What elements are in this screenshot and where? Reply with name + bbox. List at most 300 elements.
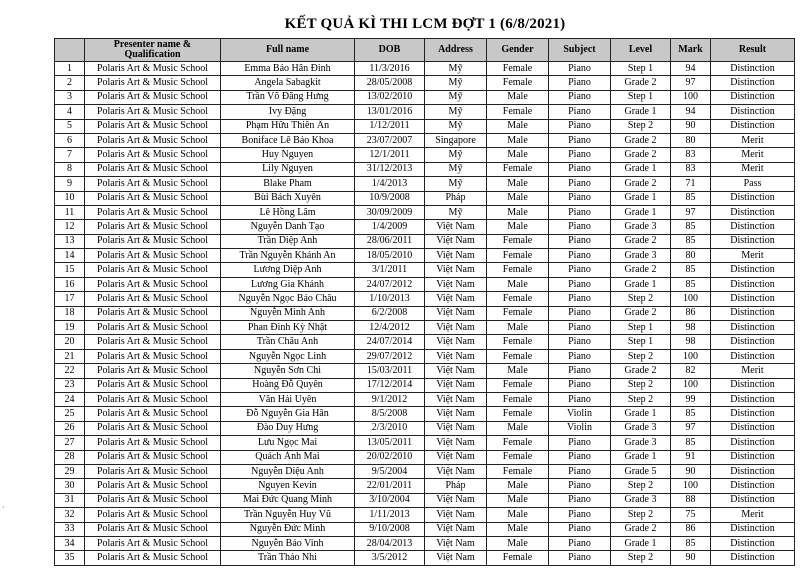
cell-gender: Female bbox=[487, 292, 549, 306]
cell-gender: Female bbox=[487, 349, 549, 363]
cell-address: Việt Nam bbox=[425, 321, 487, 335]
cell-index: 11 bbox=[55, 205, 85, 219]
cell-subject: Piano bbox=[549, 90, 611, 104]
cell-full-name: Đào Duy Hưng bbox=[221, 421, 355, 435]
table-row bbox=[55, 263, 795, 277]
cell-address: Việt Nam bbox=[425, 364, 487, 378]
cell-index: 29 bbox=[55, 464, 85, 478]
cell-address: Việt Nam bbox=[425, 392, 487, 406]
cell-presenter: Polaris Art & Music School bbox=[85, 522, 221, 536]
cell-full-name: Nguyễn Sơn Chi bbox=[221, 364, 355, 378]
cell-mark: 82 bbox=[671, 364, 711, 378]
cell-index: 9 bbox=[55, 177, 85, 191]
cell-subject: Piano bbox=[549, 551, 611, 565]
cell-subject: Piano bbox=[549, 292, 611, 306]
cell-mark: 85 bbox=[671, 407, 711, 421]
cell-mark: 100 bbox=[671, 479, 711, 493]
cell-full-name: Trần Võ Đăng Hưng bbox=[221, 90, 355, 104]
cell-presenter: Polaris Art & Music School bbox=[85, 450, 221, 464]
cell-full-name: Nguyễn Danh Tạo bbox=[221, 220, 355, 234]
cell-gender: Female bbox=[487, 407, 549, 421]
cell-result: Distinction bbox=[711, 105, 795, 119]
cell-gender: Male bbox=[487, 321, 549, 335]
cell-index: 24 bbox=[55, 392, 85, 406]
results-table bbox=[54, 38, 795, 566]
cell-result: Distinction bbox=[711, 392, 795, 406]
cell-subject: Piano bbox=[549, 205, 611, 219]
table-row bbox=[55, 378, 795, 392]
cell-gender: Male bbox=[487, 177, 549, 191]
cell-full-name: Nguyễn Đức Minh bbox=[221, 522, 355, 536]
cell-mark: 85 bbox=[671, 436, 711, 450]
cell-dob: 1/12/2011 bbox=[355, 119, 425, 133]
cell-result: Merit bbox=[711, 148, 795, 162]
cell-subject: Piano bbox=[549, 234, 611, 248]
cell-level: Grade 2 bbox=[611, 306, 671, 320]
cell-subject: Piano bbox=[549, 522, 611, 536]
col-header-dob: DOB bbox=[355, 39, 425, 62]
table-row bbox=[55, 249, 795, 263]
table-row bbox=[55, 292, 795, 306]
cell-presenter: Polaris Art & Music School bbox=[85, 436, 221, 450]
cell-full-name: Lương Diệp Anh bbox=[221, 263, 355, 277]
cell-result: Distinction bbox=[711, 119, 795, 133]
cell-full-name: Boniface Lê Bảo Khoa bbox=[221, 133, 355, 147]
cell-index: 27 bbox=[55, 436, 85, 450]
cell-dob: 1/4/2013 bbox=[355, 177, 425, 191]
cell-result: Distinction bbox=[711, 522, 795, 536]
cell-mark: 97 bbox=[671, 205, 711, 219]
table-row bbox=[55, 105, 795, 119]
cell-mark: 90 bbox=[671, 464, 711, 478]
table-row bbox=[55, 392, 795, 406]
cell-level: Grade 1 bbox=[611, 536, 671, 550]
cell-level: Step 2 bbox=[611, 349, 671, 363]
cell-dob: 10/9/2008 bbox=[355, 191, 425, 205]
table-row bbox=[55, 62, 795, 76]
cell-result: Merit bbox=[711, 364, 795, 378]
cell-address: Mỹ bbox=[425, 148, 487, 162]
cell-address: Việt Nam bbox=[425, 450, 487, 464]
table-row bbox=[55, 277, 795, 291]
cell-subject: Piano bbox=[549, 450, 611, 464]
cell-presenter: Polaris Art & Music School bbox=[85, 249, 221, 263]
cell-result: Distinction bbox=[711, 450, 795, 464]
cell-presenter: Polaris Art & Music School bbox=[85, 479, 221, 493]
cell-full-name: Mai Đức Quang Minh bbox=[221, 493, 355, 507]
cell-level: Step 1 bbox=[611, 321, 671, 335]
cell-gender: Male bbox=[487, 205, 549, 219]
cell-gender: Female bbox=[487, 335, 549, 349]
cell-level: Grade 2 bbox=[611, 364, 671, 378]
cell-index: 3 bbox=[55, 90, 85, 104]
cell-presenter: Polaris Art & Music School bbox=[85, 364, 221, 378]
cell-result: Distinction bbox=[711, 464, 795, 478]
cell-dob: 1/4/2009 bbox=[355, 220, 425, 234]
cell-full-name: Ivy Đặng bbox=[221, 105, 355, 119]
cell-subject: Piano bbox=[549, 220, 611, 234]
cell-level: Grade 1 bbox=[611, 105, 671, 119]
cell-dob: 12/1/2011 bbox=[355, 148, 425, 162]
cell-full-name: Bùi Bách Xuyên bbox=[221, 191, 355, 205]
table-body bbox=[55, 62, 795, 566]
cell-result: Merit bbox=[711, 508, 795, 522]
cell-level: Step 2 bbox=[611, 292, 671, 306]
cell-subject: Piano bbox=[549, 249, 611, 263]
cell-address: Việt Nam bbox=[425, 407, 487, 421]
cell-result: Distinction bbox=[711, 335, 795, 349]
table-row bbox=[55, 335, 795, 349]
stray-dot: · bbox=[2, 503, 5, 512]
cell-subject: Piano bbox=[549, 349, 611, 363]
cell-dob: 1/11/2013 bbox=[355, 508, 425, 522]
cell-full-name: Nguyễn Diệu Anh bbox=[221, 464, 355, 478]
cell-index: 5 bbox=[55, 119, 85, 133]
cell-full-name: Emma Bảo Hân Đinh bbox=[221, 62, 355, 76]
cell-address: Việt Nam bbox=[425, 522, 487, 536]
cell-presenter: Polaris Art & Music School bbox=[85, 378, 221, 392]
cell-level: Grade 3 bbox=[611, 493, 671, 507]
cell-result: Merit bbox=[711, 249, 795, 263]
cell-result: Pass bbox=[711, 177, 795, 191]
cell-index: 18 bbox=[55, 306, 85, 320]
cell-full-name: Văn Hải Uyên bbox=[221, 392, 355, 406]
cell-mark: 100 bbox=[671, 378, 711, 392]
cell-full-name: Nguyễn Bảo Vinh bbox=[221, 536, 355, 550]
cell-mark: 99 bbox=[671, 392, 711, 406]
cell-result: Distinction bbox=[711, 277, 795, 291]
cell-subject: Piano bbox=[549, 436, 611, 450]
table-row bbox=[55, 364, 795, 378]
table-row bbox=[55, 119, 795, 133]
cell-gender: Male bbox=[487, 508, 549, 522]
cell-index: 32 bbox=[55, 508, 85, 522]
cell-subject: Piano bbox=[549, 62, 611, 76]
cell-full-name: Nguyễn Minh Anh bbox=[221, 306, 355, 320]
cell-full-name: Angela Sabagkit bbox=[221, 76, 355, 90]
cell-full-name: Trần Nguyễn Khánh An bbox=[221, 249, 355, 263]
cell-gender: Male bbox=[487, 191, 549, 205]
cell-address: Pháp bbox=[425, 191, 487, 205]
cell-result: Distinction bbox=[711, 407, 795, 421]
cell-dob: 9/5/2004 bbox=[355, 464, 425, 478]
cell-result: Distinction bbox=[711, 220, 795, 234]
cell-presenter: Polaris Art & Music School bbox=[85, 90, 221, 104]
cell-address: Singapore bbox=[425, 133, 487, 147]
cell-address: Việt Nam bbox=[425, 306, 487, 320]
cell-level: Grade 3 bbox=[611, 436, 671, 450]
cell-index: 33 bbox=[55, 522, 85, 536]
cell-presenter: Polaris Art & Music School bbox=[85, 493, 221, 507]
col-header-full-name: Full name bbox=[221, 39, 355, 62]
cell-mark: 83 bbox=[671, 162, 711, 176]
cell-subject: Piano bbox=[549, 277, 611, 291]
cell-index: 35 bbox=[55, 551, 85, 565]
cell-level: Grade 5 bbox=[611, 464, 671, 478]
cell-result: Distinction bbox=[711, 90, 795, 104]
cell-dob: 3/5/2012 bbox=[355, 551, 425, 565]
cell-index: 22 bbox=[55, 364, 85, 378]
cell-index: 10 bbox=[55, 191, 85, 205]
table-row bbox=[55, 220, 795, 234]
cell-subject: Piano bbox=[549, 162, 611, 176]
cell-dob: 23/07/2007 bbox=[355, 133, 425, 147]
cell-dob: 28/05/2008 bbox=[355, 76, 425, 90]
cell-result: Distinction bbox=[711, 205, 795, 219]
cell-dob: 9/1/2012 bbox=[355, 392, 425, 406]
cell-presenter: Polaris Art & Music School bbox=[85, 76, 221, 90]
table-row bbox=[55, 536, 795, 550]
cell-result: Distinction bbox=[711, 536, 795, 550]
cell-subject: Piano bbox=[549, 133, 611, 147]
cell-index: 25 bbox=[55, 407, 85, 421]
table-row bbox=[55, 551, 795, 565]
cell-dob: 11/3/2016 bbox=[355, 62, 425, 76]
cell-presenter: Polaris Art & Music School bbox=[85, 292, 221, 306]
cell-level: Grade 2 bbox=[611, 263, 671, 277]
col-header-subject: Subject bbox=[549, 39, 611, 62]
table-row bbox=[55, 349, 795, 363]
table-row bbox=[55, 479, 795, 493]
cell-gender: Male bbox=[487, 90, 549, 104]
cell-address: Mỹ bbox=[425, 205, 487, 219]
cell-dob: 18/05/2010 bbox=[355, 249, 425, 263]
cell-index: 28 bbox=[55, 450, 85, 464]
cell-subject: Violin bbox=[549, 407, 611, 421]
cell-gender: Female bbox=[487, 105, 549, 119]
table-row bbox=[55, 205, 795, 219]
col-header-gender: Gender bbox=[487, 39, 549, 62]
cell-gender: Male bbox=[487, 421, 549, 435]
cell-subject: Piano bbox=[549, 119, 611, 133]
cell-index: 17 bbox=[55, 292, 85, 306]
header-row bbox=[55, 39, 795, 62]
cell-level: Grade 2 bbox=[611, 148, 671, 162]
cell-address: Việt Nam bbox=[425, 220, 487, 234]
cell-result: Distinction bbox=[711, 378, 795, 392]
cell-address: Mỹ bbox=[425, 162, 487, 176]
cell-full-name: Quách Ánh Mai bbox=[221, 450, 355, 464]
cell-presenter: Polaris Art & Music School bbox=[85, 508, 221, 522]
cell-result: Merit bbox=[711, 133, 795, 147]
cell-full-name: Trần Thảo Nhi bbox=[221, 551, 355, 565]
cell-mark: 100 bbox=[671, 349, 711, 363]
cell-presenter: Polaris Art & Music School bbox=[85, 119, 221, 133]
cell-address: Việt Nam bbox=[425, 335, 487, 349]
cell-presenter: Polaris Art & Music School bbox=[85, 551, 221, 565]
cell-mark: 94 bbox=[671, 105, 711, 119]
cell-address: Việt Nam bbox=[425, 421, 487, 435]
cell-full-name: Trần Diệp Anh bbox=[221, 234, 355, 248]
col-header-address: Address bbox=[425, 39, 487, 62]
cell-address: Việt Nam bbox=[425, 249, 487, 263]
cell-gender: Female bbox=[487, 306, 549, 320]
cell-gender: Female bbox=[487, 464, 549, 478]
table-row bbox=[55, 133, 795, 147]
cell-address: Việt Nam bbox=[425, 464, 487, 478]
cell-result: Distinction bbox=[711, 436, 795, 450]
cell-index: 20 bbox=[55, 335, 85, 349]
cell-presenter: Polaris Art & Music School bbox=[85, 162, 221, 176]
cell-gender: Female bbox=[487, 162, 549, 176]
cell-subject: Piano bbox=[549, 263, 611, 277]
table-row bbox=[55, 234, 795, 248]
page-title: KẾT QUẢ KÌ THI LCM ĐỢT 1 (6/8/2021) bbox=[284, 16, 566, 32]
cell-address: Việt Nam bbox=[425, 349, 487, 363]
cell-full-name: Lưu Ngọc Mai bbox=[221, 436, 355, 450]
cell-full-name: Lily Nguyen bbox=[221, 162, 355, 176]
cell-dob: 9/10/2008 bbox=[355, 522, 425, 536]
cell-level: Grade 1 bbox=[611, 162, 671, 176]
cell-index: 8 bbox=[55, 162, 85, 176]
table-row bbox=[55, 162, 795, 176]
cell-result: Distinction bbox=[711, 421, 795, 435]
cell-dob: 15/03/2011 bbox=[355, 364, 425, 378]
cell-mark: 86 bbox=[671, 306, 711, 320]
col-header-mark: Mark bbox=[671, 39, 711, 62]
cell-level: Step 2 bbox=[611, 508, 671, 522]
cell-result: Distinction bbox=[711, 349, 795, 363]
cell-gender: Female bbox=[487, 249, 549, 263]
cell-full-name: Huy Nguyen bbox=[221, 148, 355, 162]
table-row bbox=[55, 450, 795, 464]
cell-subject: Piano bbox=[549, 392, 611, 406]
cell-address: Mỹ bbox=[425, 119, 487, 133]
cell-gender: Female bbox=[487, 62, 549, 76]
cell-level: Grade 3 bbox=[611, 220, 671, 234]
cell-address: Mỹ bbox=[425, 76, 487, 90]
cell-mark: 98 bbox=[671, 321, 711, 335]
cell-subject: Piano bbox=[549, 464, 611, 478]
cell-dob: 24/07/2014 bbox=[355, 335, 425, 349]
cell-presenter: Polaris Art & Music School bbox=[85, 392, 221, 406]
cell-presenter: Polaris Art & Music School bbox=[85, 234, 221, 248]
table-row bbox=[55, 436, 795, 450]
cell-level: Grade 1 bbox=[611, 450, 671, 464]
cell-presenter: Polaris Art & Music School bbox=[85, 464, 221, 478]
cell-index: 26 bbox=[55, 421, 85, 435]
cell-gender: Female bbox=[487, 263, 549, 277]
cell-presenter: Polaris Art & Music School bbox=[85, 191, 221, 205]
cell-level: Grade 1 bbox=[611, 277, 671, 291]
cell-presenter: Polaris Art & Music School bbox=[85, 177, 221, 191]
cell-address: Mỹ bbox=[425, 105, 487, 119]
cell-full-name: Trần Nguyễn Huy Vũ bbox=[221, 508, 355, 522]
cell-level: Step 2 bbox=[611, 551, 671, 565]
cell-presenter: Polaris Art & Music School bbox=[85, 105, 221, 119]
cell-level: Step 2 bbox=[611, 119, 671, 133]
cell-mark: 80 bbox=[671, 249, 711, 263]
cell-mark: 71 bbox=[671, 177, 711, 191]
cell-result: Distinction bbox=[711, 493, 795, 507]
cell-presenter: Polaris Art & Music School bbox=[85, 335, 221, 349]
cell-address: Việt Nam bbox=[425, 378, 487, 392]
cell-address: Pháp bbox=[425, 479, 487, 493]
cell-presenter: Polaris Art & Music School bbox=[85, 148, 221, 162]
cell-gender: Male bbox=[487, 522, 549, 536]
cell-dob: 17/12/2014 bbox=[355, 378, 425, 392]
table-row bbox=[55, 508, 795, 522]
cell-level: Step 2 bbox=[611, 479, 671, 493]
cell-gender: Male bbox=[487, 119, 549, 133]
cell-level: Step 1 bbox=[611, 335, 671, 349]
cell-result: Merit bbox=[711, 162, 795, 176]
cell-dob: 20/02/2010 bbox=[355, 450, 425, 464]
table-row bbox=[55, 76, 795, 90]
cell-subject: Piano bbox=[549, 508, 611, 522]
cell-gender: Female bbox=[487, 450, 549, 464]
cell-result: Distinction bbox=[711, 76, 795, 90]
cell-mark: 86 bbox=[671, 522, 711, 536]
cell-result: Distinction bbox=[711, 479, 795, 493]
cell-presenter: Polaris Art & Music School bbox=[85, 62, 221, 76]
cell-dob: 8/5/2008 bbox=[355, 407, 425, 421]
cell-gender: Female bbox=[487, 234, 549, 248]
cell-level: Grade 2 bbox=[611, 234, 671, 248]
cell-index: 16 bbox=[55, 277, 85, 291]
cell-dob: 22/01/2011 bbox=[355, 479, 425, 493]
cell-dob: 24/07/2012 bbox=[355, 277, 425, 291]
cell-full-name: Hoàng Đỗ Quyên bbox=[221, 378, 355, 392]
cell-presenter: Polaris Art & Music School bbox=[85, 306, 221, 320]
cell-address: Mỹ bbox=[425, 177, 487, 191]
cell-mark: 98 bbox=[671, 335, 711, 349]
cell-presenter: Polaris Art & Music School bbox=[85, 349, 221, 363]
cell-result: Distinction bbox=[711, 62, 795, 76]
cell-subject: Piano bbox=[549, 335, 611, 349]
cell-mark: 75 bbox=[671, 508, 711, 522]
cell-full-name: Lương Gia Khánh bbox=[221, 277, 355, 291]
cell-result: Distinction bbox=[711, 191, 795, 205]
cell-mark: 85 bbox=[671, 277, 711, 291]
cell-presenter: Polaris Art & Music School bbox=[85, 407, 221, 421]
cell-level: Step 1 bbox=[611, 62, 671, 76]
cell-subject: Piano bbox=[549, 536, 611, 550]
cell-full-name: Trần Châu Anh bbox=[221, 335, 355, 349]
cell-mark: 80 bbox=[671, 133, 711, 147]
cell-subject: Piano bbox=[549, 105, 611, 119]
cell-index: 14 bbox=[55, 249, 85, 263]
cell-index: 2 bbox=[55, 76, 85, 90]
cell-subject: Piano bbox=[549, 306, 611, 320]
cell-dob: 29/07/2012 bbox=[355, 349, 425, 363]
table-row bbox=[55, 191, 795, 205]
cell-dob: 28/06/2011 bbox=[355, 234, 425, 248]
cell-index: 4 bbox=[55, 105, 85, 119]
table-row bbox=[55, 421, 795, 435]
cell-index: 31 bbox=[55, 493, 85, 507]
cell-level: Grade 1 bbox=[611, 407, 671, 421]
cell-address: Việt Nam bbox=[425, 508, 487, 522]
table-row bbox=[55, 177, 795, 191]
cell-gender: Male bbox=[487, 277, 549, 291]
cell-presenter: Polaris Art & Music School bbox=[85, 263, 221, 277]
cell-dob: 6/2/2008 bbox=[355, 306, 425, 320]
cell-dob: 31/12/2013 bbox=[355, 162, 425, 176]
cell-gender: Female bbox=[487, 551, 549, 565]
cell-full-name: Phạm Hữu Thiên Ân bbox=[221, 119, 355, 133]
cell-address: Việt Nam bbox=[425, 436, 487, 450]
cell-mark: 88 bbox=[671, 493, 711, 507]
cell-result: Distinction bbox=[711, 551, 795, 565]
cell-index: 1 bbox=[55, 62, 85, 76]
cell-index: 15 bbox=[55, 263, 85, 277]
col-header-level: Level bbox=[611, 39, 671, 62]
cell-gender: Female bbox=[487, 378, 549, 392]
cell-gender: Female bbox=[487, 76, 549, 90]
cell-dob: 13/02/2010 bbox=[355, 90, 425, 104]
cell-presenter: Polaris Art & Music School bbox=[85, 536, 221, 550]
